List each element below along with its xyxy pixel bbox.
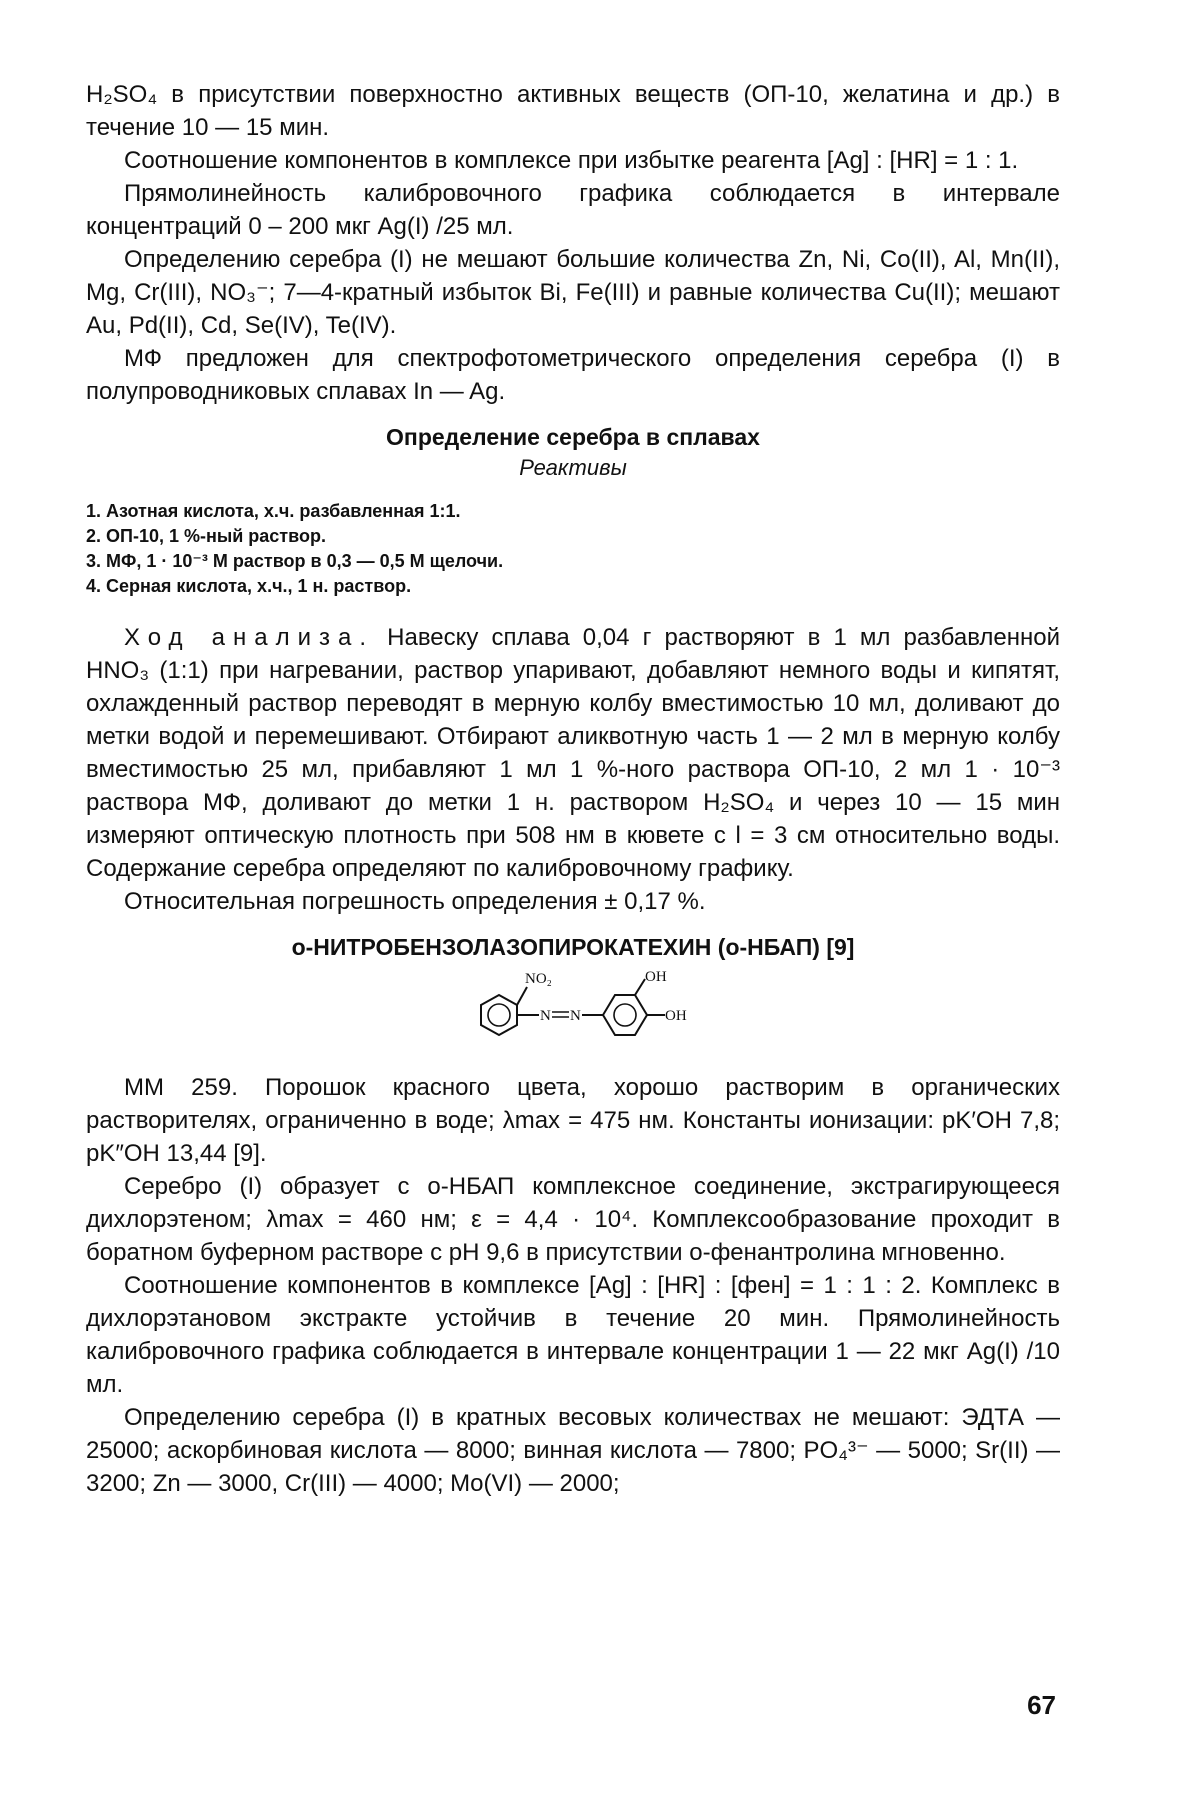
- paragraph-continuation: H₂SO₄ в присутствии поверхностно активных веществ (ОП-10, желатина и др.) в течение 10 — 15 мин.: [86, 81, 1060, 141]
- structure-diagram: [453, 965, 693, 1055]
- paragraph-application: МФ предложен для спектрофотометрического определения серебра (I) в полупроводниковых сплавах In — Ag.: [86, 345, 1060, 405]
- paragraph-error: Относительная погрешность определения ± 0,17 %.: [124, 888, 706, 915]
- azo-n1-label: N: [540, 1008, 551, 1024]
- analysis-text: Навеску сплава 0,04 г растворяют в 1 мл разбавленной HNO₃ (1:1) при нагревании, раствор упаривают, добавляют немного воды и кипятят, охлажденный раствор переводят в мерную колбу вместимостью 10 мл, доливают до метки водой и перемешивают. Отбирают аликвотную часть 1 — 2 мл в мерную колбу вместимостью 25 мл, прибавляют 1 мл 1 %-ного раствора ОП-10, 2 мл 1 · 10⁻³ раствора МФ, доливают до метки 1 н. раствором H₂SO₄ и через 10 — 15 мин измеряют оптическую плотность при 508 нм в кювете с l = 3 см относительно воды. Содержание серебра определяют по калибровочному графику.: [86, 624, 1061, 882]
- reagent-list: [86, 499, 1060, 599]
- paragraph-linearity: Прямолинейность калибровочного графика соблюдается в интервале концентраций 0 – 200 мкг Ag(I) /25 мл.: [86, 180, 1060, 240]
- paragraph-complex: Серебро (I) образует с о-НБАП комплексное соединение, экстрагирующееся дихлорэтеном; λmax = 460 нм; ε = 4,4 · 10⁴. Комплексообразование проходит в боратном буферном растворе с pH 9,6 в присутствии о-фенантролина мгновенно.: [86, 1173, 1060, 1266]
- oh-label-top: OH: [645, 969, 667, 985]
- reagent-item: 2. ОП-10, 1 %-ный раствор.: [86, 526, 326, 546]
- analysis-label: Ход анализа.: [124, 624, 375, 651]
- oh-label-right: OH: [665, 1008, 687, 1024]
- paragraph-analysis: [86, 621, 1060, 885]
- right-benzene-ring: [603, 995, 647, 1035]
- paragraph-composition: Соотношение компонентов в комплексе [Ag] : [HR] : [фен] = 1 : 1 : 2. Комплекс в дихлорэтановом экстракте устойчив в течение 20 мин. Прямолинейность калибровочного графика соблюдается в интервале концентрации 1 — 22 мкг Ag(I) /10 мл.: [86, 1272, 1060, 1398]
- structural-formula: [86, 965, 1060, 1055]
- paragraph-tolerances: Определению серебра (I) в кратных весовых количествах не мешают: ЭДТА — 25000; аскорбиновая кислота — 8000; винная кислота — 7800; PO₄³⁻ — 5000; Sr(II) — 3200; Zn — 3000, Cr(III) — 4000; Mo(VI) — 2000;: [86, 1404, 1060, 1497]
- reagent-item: 1. Азотная кислота, х.ч. разбавленная 1:1.: [86, 501, 461, 521]
- reagent-item: 4. Серная кислота, х.ч., 1 н. раствор.: [86, 576, 412, 596]
- reagent-item: 3. МФ, 1 · 10⁻³ М раствор в 0,3 — 0,5 М щелочи.: [86, 551, 504, 571]
- subheading-reagents: Реактивы: [519, 455, 627, 480]
- paragraph-interferences: Определению серебра (I) не мешают большие количества Zn, Ni, Co(II), Al, Mn(II), Mg, Cr(III), NO₃⁻; 7—4-кратный избыток Bi, Fe(III) и равные количества Cu(II); мешают Au, Pd(II), Cd, Se(IV), Te(IV).: [86, 246, 1060, 339]
- no2-label: NO₂: [525, 971, 552, 987]
- azo-n2-label: N: [570, 1008, 581, 1024]
- paragraph-properties: ММ 259. Порошок красного цвета, хорошо растворим в органических растворителях, ограниченно в воде; λmax = 475 нм. Константы ионизации: pK′OH 7,8; pK″OH 13,44 [9].: [86, 1074, 1060, 1167]
- section-heading-silver-alloys: Определение серебра в сплавах: [386, 424, 760, 450]
- paragraph-ratio: Соотношение компонентов в комплексе при избытке реагента [Ag] : [HR] = 1 : 1.: [124, 147, 1019, 174]
- compound-heading: о-НИТРОБЕНЗОЛАЗОПИРОКАТЕХИН (о-НБАП) [9]: [291, 934, 855, 960]
- left-benzene-ring: [481, 995, 517, 1035]
- page-number: 67: [1027, 1690, 1056, 1720]
